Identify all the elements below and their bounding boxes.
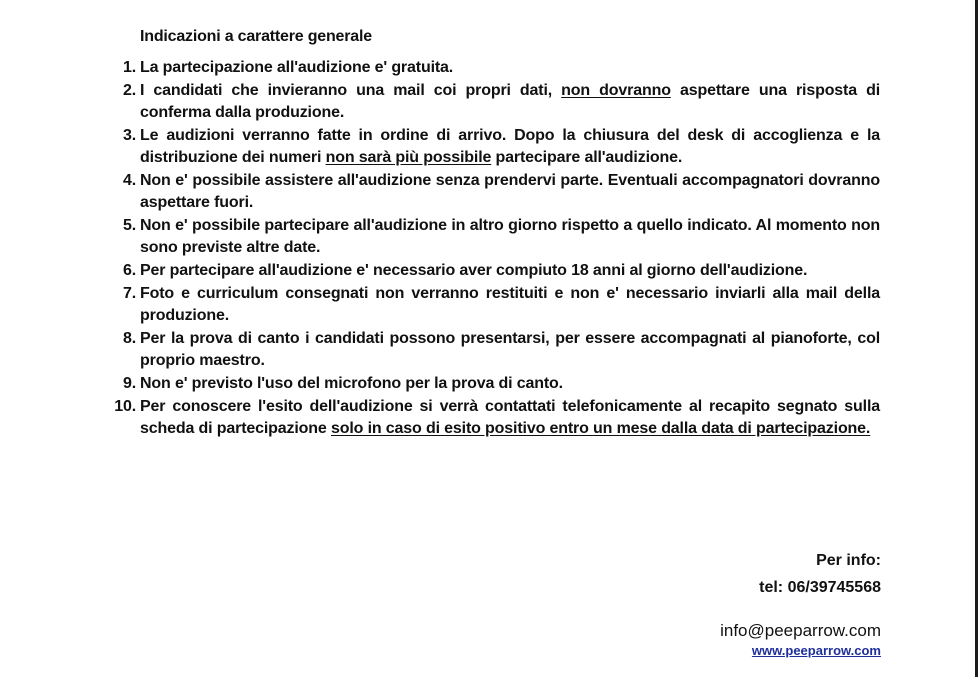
- list-item-text: Non e' possibile partecipare all'audizione in altro giorno rispetto a quello indicato. Al momento non sono previste altre date.: [140, 217, 880, 256]
- section-heading: Indicazioni a carattere generale: [140, 28, 372, 45]
- underlined-text: non sarà più possibile: [325, 149, 492, 166]
- list-item-number: 10.: [114, 398, 136, 415]
- list-item-number: 9.: [122, 375, 136, 392]
- list-item-number: 5.: [122, 217, 136, 234]
- list-item: [108, 396, 880, 440]
- list-item-text: Foto e curriculum consegnati non verranno restituiti e non e' necessario inviarli alla mail della produzione.: [140, 285, 880, 324]
- list-item-text: Le audizioni verranno fatte in ordine di arrivo. Dopo la chiusura del desk di accoglienza e la distribuzione dei numeri: [140, 127, 880, 166]
- list-item-number: 1.: [122, 59, 136, 76]
- list-item-text: Per la prova di canto i candidati possono presentarsi, per essere accompagnati al pianoforte, col proprio maestro.: [140, 330, 880, 369]
- list-item: [108, 170, 880, 214]
- list-item-number: 2.: [122, 82, 136, 99]
- list-item: [108, 80, 880, 124]
- list-item: [108, 125, 880, 169]
- list-item-text: Non e' possibile assistere all'audizione senza prendervi parte. Eventuali accompagnatori dovranno aspettare fuori.: [140, 172, 880, 211]
- list-item-number: 4.: [122, 172, 136, 189]
- list-item-text: aspettare una risposta di conferma dalla produzione.: [140, 82, 881, 121]
- rules-list: [108, 57, 880, 440]
- list-item: [108, 373, 880, 395]
- list-item: [108, 328, 880, 372]
- list-item: [108, 260, 880, 282]
- list-item: [108, 283, 880, 327]
- contact-email[interactable]: info@peeparrow.com: [720, 621, 881, 640]
- list-item-text: Per conoscere l'esito dell'audizione si verrà contattati telefonicamente al recapito segnato sulla scheda di partecipazione: [140, 398, 880, 437]
- list-item-number: 3.: [122, 127, 136, 144]
- contact-phone: tel: 06/39745568: [759, 579, 881, 596]
- list-item-number: 7.: [122, 285, 136, 302]
- list-item-text: partecipare all'audizione.: [491, 149, 683, 166]
- list-item-number: 8.: [122, 330, 136, 347]
- list-item-text: Per partecipare all'audizione e' necessario aver compiuto 18 anni al giorno dell'audizione.: [140, 262, 808, 279]
- list-item-number: 6.: [122, 262, 136, 279]
- contact-label: Per info:: [816, 552, 881, 569]
- list-item: [108, 215, 880, 259]
- list-item: [108, 57, 880, 79]
- underlined-text: non dovranno: [561, 82, 671, 99]
- list-item-text: La partecipazione all'audizione e' gratuita.: [140, 59, 454, 76]
- list-item-text: I candidati che invieranno una mail coi propri dati,: [140, 82, 562, 99]
- list-item-text: Non e' previsto l'uso del microfono per la prova di canto.: [140, 375, 563, 392]
- contact-website-link[interactable]: www.peeparrow.com: [751, 643, 881, 658]
- underlined-text: solo in caso di esito positivo entro un mese dalla data di partecipazione.: [330, 420, 871, 437]
